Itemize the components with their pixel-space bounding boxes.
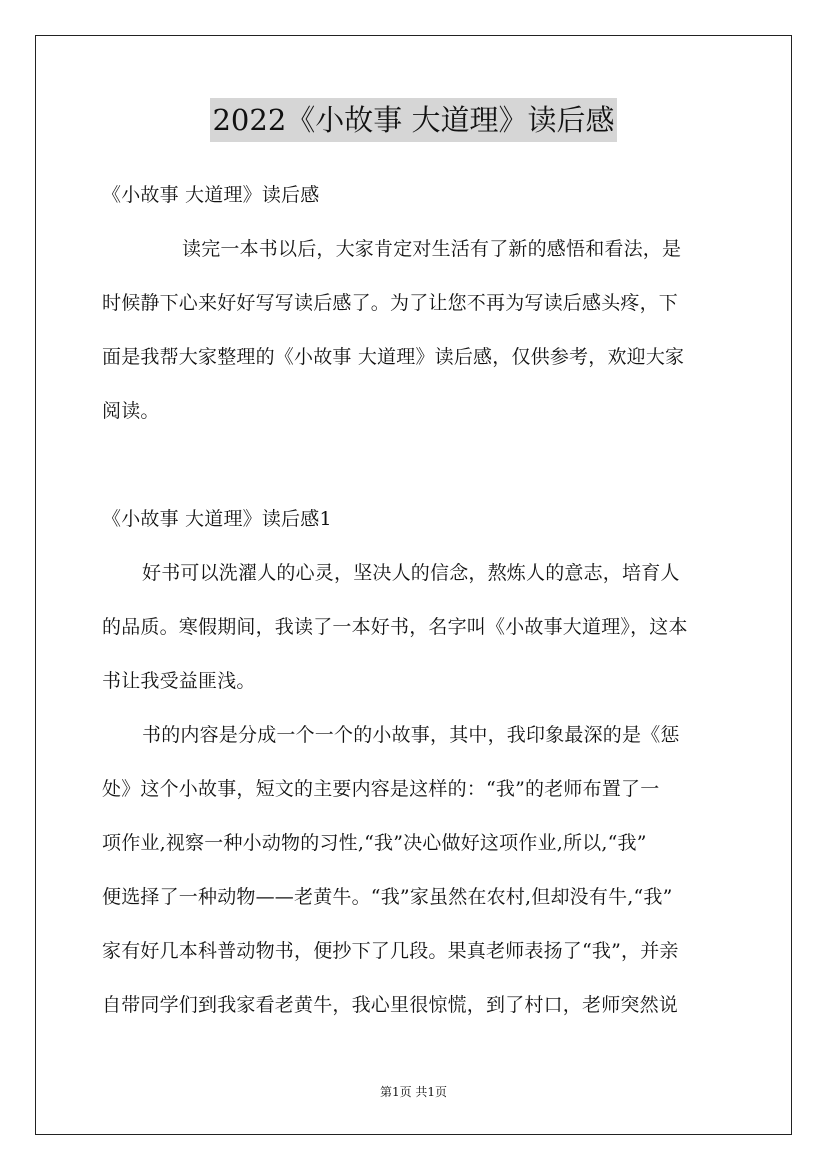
paragraph-line: 家有好几本科普动物书，便抄下了几段。果真老师表扬了“我”，并亲 — [102, 940, 679, 962]
title-container — [0, 98, 827, 142]
intro-line: 读完一本书以后，大家肯定对生活有了新的感悟和看法，是 — [182, 238, 682, 260]
paragraph-line: 书让我受益匪浅。 — [102, 670, 256, 692]
document-subtitle: 《小故事 大道理》读后感 — [102, 184, 320, 206]
page-footer: 第1页 共1页 — [379, 1085, 448, 1099]
paragraph-line: 好书可以洗濯人的心灵，坚决人的信念，熬炼人的意志，培育人 — [142, 562, 680, 584]
paragraph-line: 的品质。寒假期间，我读了一本好书，名字叫《小故事大道理》，这本 — [102, 616, 688, 638]
paragraph-line: 处》这个小故事，短文的主要内容是这样的：“我”的老师布置了一 — [102, 778, 660, 800]
paragraph-line: 便选择了一种动物——老黄牛。“我”家虽然在农村,但却没有牛,“我” — [102, 886, 673, 908]
paragraph-line: 自带同学们到我家看老黄牛，我心里很惊慌，到了村口，老师突然说 — [102, 994, 679, 1016]
paragraph-line: 书的内容是分成一个一个的小故事，其中，我印象最深的是《惩 — [142, 724, 680, 746]
paragraph-line: 项作业,视察一种小动物的习性,“我”决心做好这项作业,所以,“我” — [102, 832, 647, 854]
intro-line: 时候静下心来好好写写读后感了。为了让您不再为写读后感头疼，下 — [102, 292, 679, 314]
intro-line: 阅读。 — [102, 400, 160, 422]
section-heading: 《小故事 大道理》读后感1 — [102, 508, 332, 530]
document-title: 2022《小故事 大道理》读后感 — [210, 98, 616, 142]
intro-line: 面是我帮大家整理的《小故事 大道理》读后感，仅供参考，欢迎大家 — [102, 346, 685, 368]
